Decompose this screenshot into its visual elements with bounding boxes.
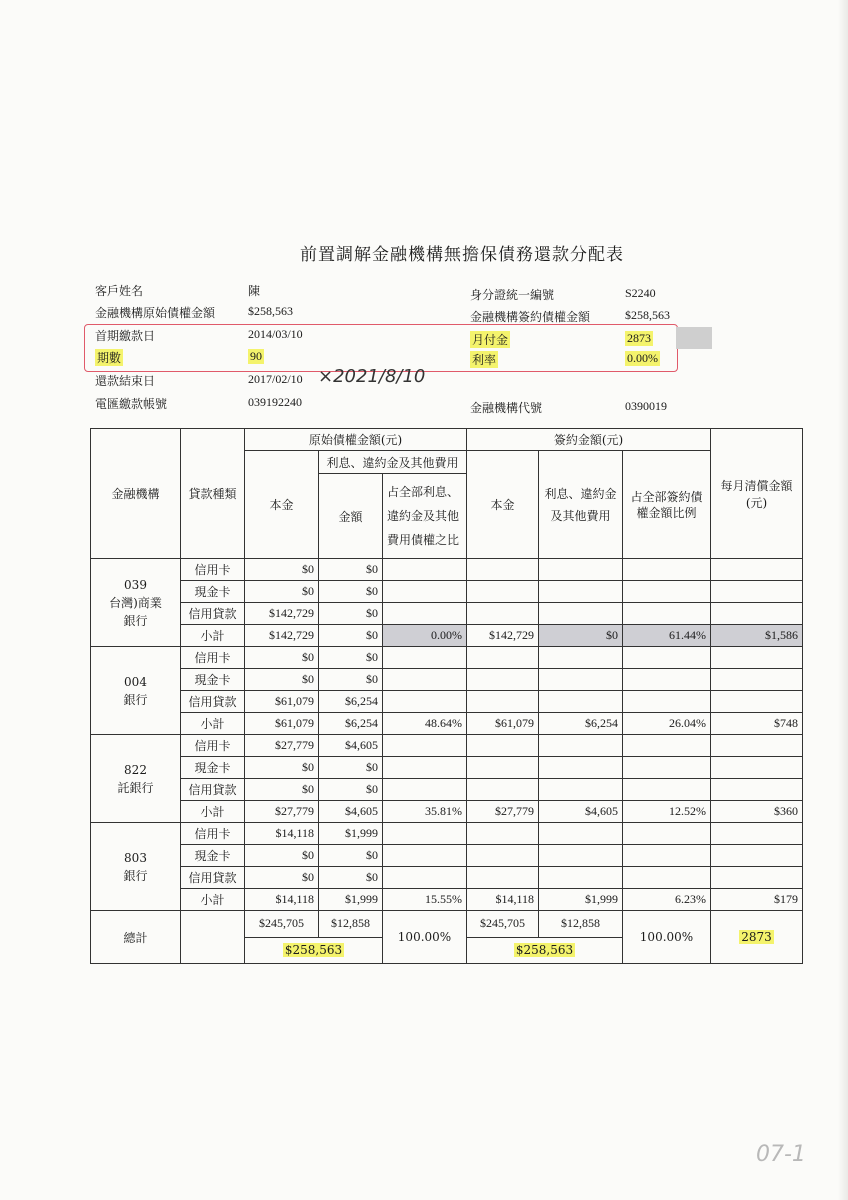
empty-cell <box>539 845 623 867</box>
empty-cell <box>711 779 803 801</box>
subtotal-contract-ratio: 26.04% <box>623 713 711 735</box>
subtotal-row <box>91 713 803 735</box>
empty-cell <box>383 757 467 779</box>
subtotal-contract-interest: $0 <box>539 625 623 647</box>
header-contract-principal: 本金 <box>467 451 539 559</box>
orig-amount-value: $258,563 <box>248 304 293 318</box>
empty-cell <box>467 845 539 867</box>
subtotal-label: 小計 <box>181 625 245 647</box>
subtotal-interest-ratio: 35.81% <box>383 801 467 823</box>
empty-cell <box>623 779 711 801</box>
empty-cell <box>711 735 803 757</box>
empty-cell <box>467 735 539 757</box>
institution-cell <box>91 647 181 735</box>
empty-cell <box>711 845 803 867</box>
empty-cell <box>467 823 539 845</box>
id-value: S2240 <box>625 286 656 300</box>
header-loan-type: 貸款種類 <box>181 429 245 559</box>
table-row <box>91 603 803 625</box>
principal-value: $0 <box>245 779 319 801</box>
table-row <box>91 647 803 669</box>
table-row <box>91 867 803 889</box>
subtotal-interest-ratio: 48.64% <box>383 713 467 735</box>
empty-cell <box>539 867 623 889</box>
loan-type: 現金卡 <box>181 669 245 691</box>
institution-name-line: 822 <box>124 762 147 777</box>
header-monthly: 每月清償金額(元) <box>711 429 803 559</box>
empty-cell <box>383 779 467 801</box>
table-row <box>91 757 803 779</box>
empty-cell <box>623 669 711 691</box>
principal-value: $14,118 <box>245 823 319 845</box>
subtotal-label: 小計 <box>181 713 245 735</box>
total-orig-sum-cell <box>245 937 383 964</box>
contract-amount-label: 金融機構簽約債權金額 <box>470 310 591 324</box>
table-body <box>91 559 803 911</box>
table-row <box>91 823 803 845</box>
interest-amount: $0 <box>319 757 383 779</box>
table-row <box>91 779 803 801</box>
empty-cell <box>623 691 711 713</box>
empty-cell <box>711 669 803 691</box>
institution-name-line: 004 <box>124 674 147 689</box>
total-contract-principal: $245,705 <box>467 911 539 938</box>
end-date-label: 還款結束日 <box>95 374 156 388</box>
header-amount: 金額 <box>319 474 383 559</box>
id-label: 身分證統一編號 <box>470 288 555 302</box>
principal-value: $0 <box>245 669 319 691</box>
loan-type: 信用貸款 <box>181 867 245 889</box>
subtotal-amount: $6,254 <box>319 713 383 735</box>
rate-value: 0.00% <box>627 351 658 365</box>
empty-cell <box>383 559 467 581</box>
empty-cell <box>467 669 539 691</box>
institution-name-line: 銀行 <box>123 692 148 707</box>
end-date-value: 2017/02/10 <box>248 372 303 386</box>
principal-value: $61,079 <box>245 691 319 713</box>
table-row <box>91 691 803 713</box>
empty-cell <box>383 735 467 757</box>
table-row <box>91 559 803 581</box>
subtotal-amount: $0 <box>319 625 383 647</box>
institution-name-line: 803 <box>124 850 147 865</box>
interest-amount: $4,605 <box>319 735 383 757</box>
subtotal-contract-ratio: 61.44% <box>623 625 711 647</box>
subtotal-monthly: $360 <box>711 801 803 823</box>
empty-cell <box>623 845 711 867</box>
empty-cell <box>539 757 623 779</box>
loan-type: 現金卡 <box>181 845 245 867</box>
interest-amount: $1,999 <box>319 823 383 845</box>
handwritten-date: ×2021/8/10 <box>318 366 426 387</box>
total-ratio: 100.00% <box>383 911 467 964</box>
principal-value: $0 <box>245 757 319 779</box>
empty-cell <box>467 603 539 625</box>
empty-cell <box>539 735 623 757</box>
subtotal-contract-interest: $6,254 <box>539 713 623 735</box>
total-label: 總計 <box>91 911 181 964</box>
total-monthly-cell <box>711 911 803 964</box>
subtotal-monthly: $748 <box>711 713 803 735</box>
empty-cell <box>711 867 803 889</box>
subtotal-interest-ratio: 0.00% <box>383 625 467 647</box>
page-mark: 07-1 <box>756 1142 806 1167</box>
customer-name-label: 客戶姓名 <box>95 284 144 298</box>
empty-cell <box>539 669 623 691</box>
empty-cell <box>711 603 803 625</box>
subtotal-contract-principal: $61,079 <box>467 713 539 735</box>
document-title: 前置調解金融機構無擔保債務還款分配表 <box>300 245 624 265</box>
header-principal: 本金 <box>245 451 319 559</box>
header-interest-group: 利息、違約金及其他費用 <box>319 451 467 474</box>
periods-label: 期數 <box>97 351 122 365</box>
institution-name-line: 託銀行 <box>117 780 154 795</box>
institution-name-line: 銀行 <box>123 613 148 628</box>
rate-label: 利率 <box>472 353 497 367</box>
table-row <box>91 735 803 757</box>
interest-amount: $0 <box>319 779 383 801</box>
loan-type: 信用貸款 <box>181 779 245 801</box>
interest-amount: $0 <box>319 845 383 867</box>
empty-cell <box>383 603 467 625</box>
subtotal-monthly: $1,586 <box>711 625 803 647</box>
empty-cell <box>623 757 711 779</box>
subtotal-principal: $14,118 <box>245 889 319 911</box>
subtotal-label: 小計 <box>181 889 245 911</box>
monthly-value: 2873 <box>627 331 651 345</box>
empty-cell <box>467 559 539 581</box>
orig-amount-label: 金融機構原始債權金額 <box>95 306 216 320</box>
loan-type: 信用貸款 <box>181 691 245 713</box>
empty-cell <box>711 691 803 713</box>
subtotal-contract-interest: $4,605 <box>539 801 623 823</box>
principal-value: $142,729 <box>245 603 319 625</box>
subtotal-contract-ratio: 6.23% <box>623 889 711 911</box>
empty-cell <box>383 691 467 713</box>
subtotal-row <box>91 625 803 647</box>
loan-type: 信用貸款 <box>181 603 245 625</box>
inst-code-value: 0390019 <box>625 399 667 413</box>
empty-cell <box>539 647 623 669</box>
header-interest-ratio: 占全部利息、違約金及其他費用債權之比 <box>383 474 467 559</box>
empty-cell <box>711 581 803 603</box>
empty-cell <box>623 823 711 845</box>
subtotal-monthly: $179 <box>711 889 803 911</box>
monthly-label: 月付金 <box>472 333 509 347</box>
loan-type: 信用卡 <box>181 559 245 581</box>
empty-cell <box>623 603 711 625</box>
empty-cell <box>383 581 467 603</box>
interest-amount: $0 <box>319 559 383 581</box>
subtotal-principal: $61,079 <box>245 713 319 735</box>
interest-amount: $0 <box>319 603 383 625</box>
first-pay-value: 2014/03/10 <box>248 327 303 341</box>
subtotal-label: 小計 <box>181 801 245 823</box>
header-institution: 金融機構 <box>91 429 181 559</box>
loan-type: 信用卡 <box>181 647 245 669</box>
empty-cell <box>467 867 539 889</box>
empty-cell <box>539 779 623 801</box>
principal-value: $0 <box>245 867 319 889</box>
empty-cell <box>467 581 539 603</box>
first-pay-label: 首期繳款日 <box>95 329 156 343</box>
empty-cell <box>467 647 539 669</box>
subtotal-principal: $142,729 <box>245 625 319 647</box>
header-contract-interest: 利息、違約金及其他費用 <box>539 451 623 559</box>
empty-cell <box>383 867 467 889</box>
total-contract-sum-cell <box>467 937 623 964</box>
table-row <box>91 845 803 867</box>
empty-cell <box>467 779 539 801</box>
account-value: 039192240 <box>248 395 302 409</box>
empty-cell <box>467 757 539 779</box>
interest-amount: $0 <box>319 669 383 691</box>
subtotal-amount: $1,999 <box>319 889 383 911</box>
total-blank <box>181 911 245 964</box>
empty-cell <box>711 559 803 581</box>
subtotal-amount: $4,605 <box>319 801 383 823</box>
header-contract: 簽約金額(元) <box>467 429 711 451</box>
institution-name-line: 台灣)商業 <box>109 595 162 610</box>
page-edge-shadow <box>838 0 848 1200</box>
subtotal-contract-interest: $1,999 <box>539 889 623 911</box>
empty-cell <box>383 823 467 845</box>
allocation-table <box>90 428 803 964</box>
empty-cell <box>539 559 623 581</box>
interest-amount: $0 <box>319 581 383 603</box>
empty-cell <box>623 647 711 669</box>
principal-value: $0 <box>245 647 319 669</box>
institution-cell <box>91 823 181 911</box>
empty-cell <box>623 867 711 889</box>
table-row <box>91 581 803 603</box>
subtotal-contract-principal: $14,118 <box>467 889 539 911</box>
subtotal-principal: $27,779 <box>245 801 319 823</box>
subtotal-contract-principal: $27,779 <box>467 801 539 823</box>
total-monthly: 2873 <box>741 930 772 944</box>
principal-value: $0 <box>245 581 319 603</box>
institution-cell <box>91 735 181 823</box>
institution-name-line: 銀行 <box>123 868 148 883</box>
total-principal: $245,705 <box>245 911 319 938</box>
empty-cell <box>711 823 803 845</box>
empty-cell <box>711 647 803 669</box>
empty-cell <box>467 691 539 713</box>
empty-cell <box>383 647 467 669</box>
total-contract-sum: $258,563 <box>515 943 574 958</box>
empty-cell <box>539 823 623 845</box>
empty-cell <box>623 559 711 581</box>
interest-amount: $6,254 <box>319 691 383 713</box>
total-orig-sum: $258,563 <box>284 943 343 958</box>
subtotal-interest-ratio: 15.55% <box>383 889 467 911</box>
periods-value: 90 <box>250 349 262 363</box>
loan-type: 現金卡 <box>181 581 245 603</box>
interest-amount: $0 <box>319 867 383 889</box>
total-contract-ratio: 100.00% <box>623 911 711 964</box>
institution-name-line: 039 <box>124 577 147 592</box>
principal-value: $0 <box>245 559 319 581</box>
customer-name-value: 陳 <box>248 284 261 298</box>
table-row <box>91 669 803 691</box>
subtotal-contract-principal: $142,729 <box>467 625 539 647</box>
empty-cell <box>383 845 467 867</box>
loan-type: 現金卡 <box>181 757 245 779</box>
subtotal-contract-ratio: 12.52% <box>623 801 711 823</box>
inst-code-label: 金融機構代號 <box>470 401 543 415</box>
empty-cell <box>711 757 803 779</box>
header-original: 原始債權金額(元) <box>245 429 467 451</box>
empty-cell <box>539 603 623 625</box>
gray-cell <box>676 327 712 349</box>
institution-cell <box>91 559 181 647</box>
empty-cell <box>539 581 623 603</box>
principal-value: $27,779 <box>245 735 319 757</box>
empty-cell <box>623 581 711 603</box>
empty-cell <box>383 669 467 691</box>
loan-type: 信用卡 <box>181 735 245 757</box>
total-contract-interest: $12,858 <box>539 911 623 938</box>
loan-type: 信用卡 <box>181 823 245 845</box>
header-contract-ratio: 占全部簽約債權金額比例 <box>623 451 711 559</box>
principal-value: $0 <box>245 845 319 867</box>
interest-amount: $0 <box>319 647 383 669</box>
subtotal-row <box>91 889 803 911</box>
subtotal-row <box>91 801 803 823</box>
total-amount: $12,858 <box>319 911 383 938</box>
contract-amount-value: $258,563 <box>625 308 670 322</box>
empty-cell <box>539 691 623 713</box>
account-label: 電匯繳款帳號 <box>95 397 168 411</box>
highlight-box <box>84 324 678 372</box>
empty-cell <box>623 735 711 757</box>
